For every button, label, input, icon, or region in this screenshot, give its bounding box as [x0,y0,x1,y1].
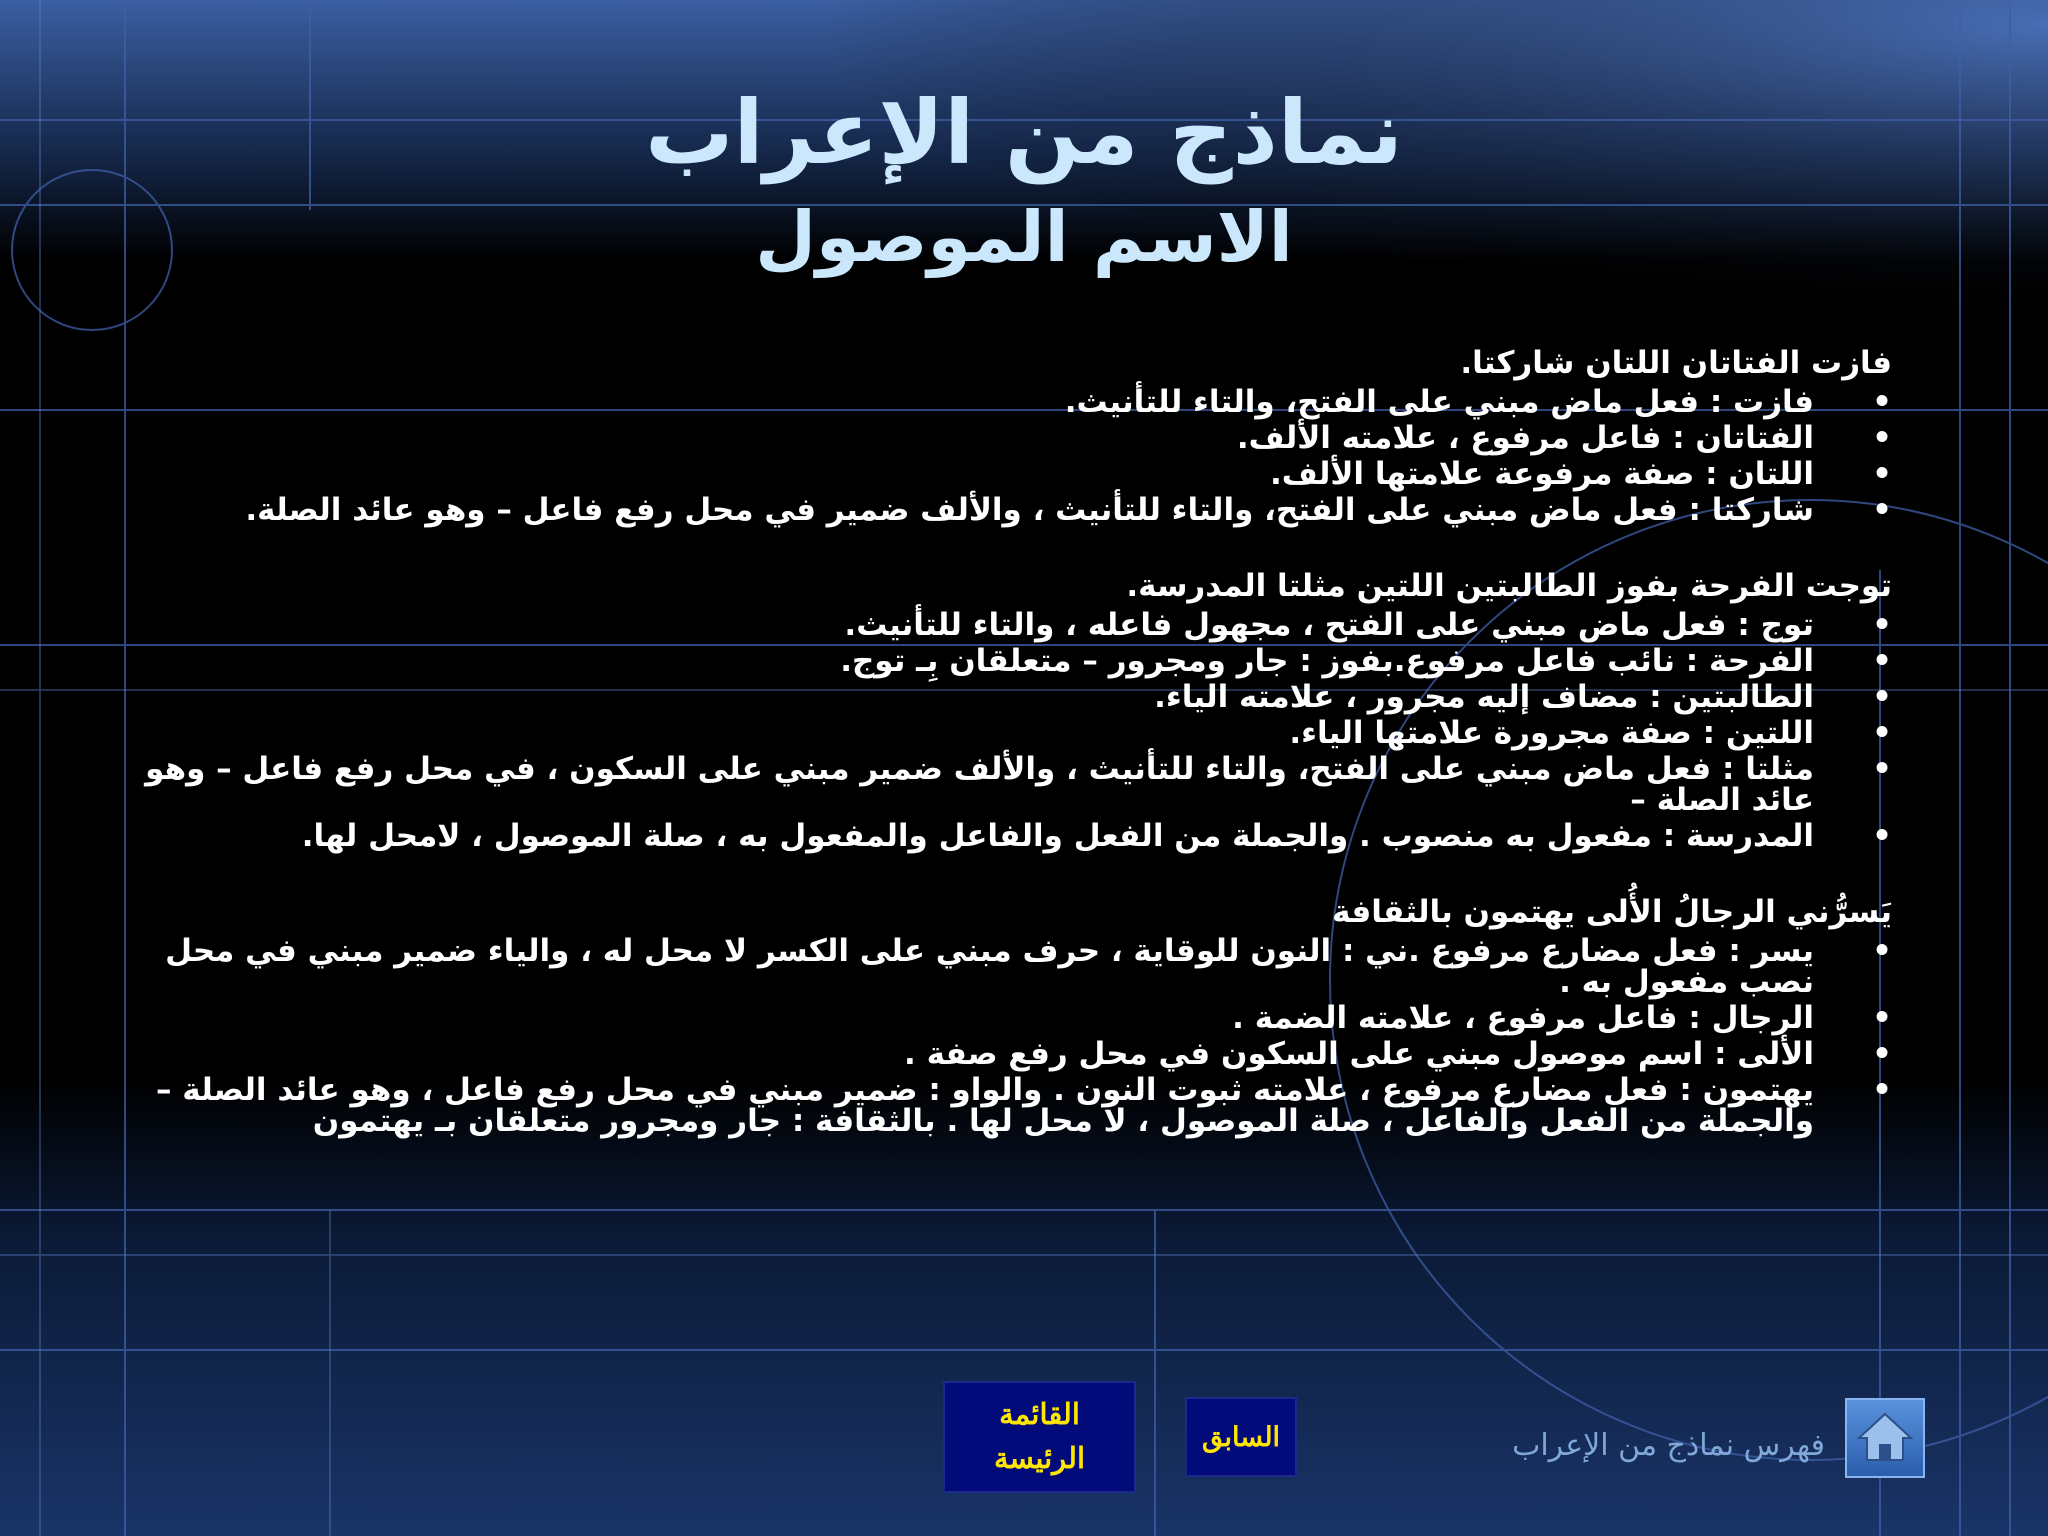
list-item: • توج : فعل ماض مبني على الفتح ، مجهول فاعله ، والتاء للتأنيث. [140,610,1892,641]
list-item: • الفتاتان : فاعل مرفوع ، علامته الألف. [140,423,1892,454]
list-item: • الرجال : فاعل مرفوع ، علامته الضمة . [140,1003,1892,1034]
list-item: • اللتان : صفة مرفوعة علامتها الألف. [140,459,1892,490]
list-item: • يسر : فعل مضارع مرفوع .ني : النون للوقاية ، حرف مبني على الكسر لا محل له ، والياء ضمير مبني في محل نصب مفعول به . [140,936,1892,998]
page-subtitle: الاسم الموصول [755,196,1293,278]
list-item: • فازت : فعل ماض مبني على الفتح، والتاء للتأنيث. [140,387,1892,418]
main-menu-label [994,1393,1085,1481]
list-item: • اللتين : صفة مجرورة علامتها الياء. [140,718,1892,749]
list-item: • يهتمون : فعل مضارع مرفوع ، علامته ثبوت النون . والواو : ضمير مبني في محل رفع فاعل ، وهو عائد الصلة – والجملة من الفعل والفاعل ، صلة الموصول ، لا محل لها . بالثقافة : جار ومجرور متعلقان بـ يهتمون [140,1075,1892,1137]
previous-button[interactable]: السابق [1185,1397,1297,1477]
parsing-list [140,384,1892,528]
parsing-list [140,933,1892,1139]
section-1 [140,345,1892,526]
example-sentence: يَسرُّني الرجالُ الأُلى يهتمون بالثقافة [1332,894,1892,930]
list-item: • شاركتا : فعل ماض مبني على الفتح، والتاء للتأنيث ، والألف ضمير في محل رفع فاعل – وهو عائد الصلة. [140,495,1892,526]
page-title: نماذج من الإعراب [645,81,1403,184]
main-menu-line2: الرئيسة [993,1443,1086,1475]
index-link[interactable]: فهرس نماذج من الإعراب [1512,1428,1825,1463]
list-item: • الطالبتين : مضاف إليه مجرور ، علامته الياء. [140,682,1892,713]
list-item: • المدرسة : مفعول به منصوب . والجملة من الفعل والفاعل والمفعول به ، صلة الموصول ، لامحل لها. [140,821,1892,852]
main-menu-line1: القائمة [999,1399,1080,1431]
home-button[interactable] [1845,1398,1925,1478]
section-2 [140,568,1892,852]
list-item: • مثلتا : فعل ماض مبني على الفتح، والتاء للتأنيث ، والألف ضمير مبني على السكون ، في محل رفع فاعل – وهو عائد الصلة – [140,754,1892,816]
main-menu-button[interactable] [943,1381,1136,1493]
example-sentence: فازت الفتاتان اللتان شاركتا. [1460,345,1892,381]
parsing-list [140,607,1892,854]
home-icon [1845,1398,1925,1478]
content-body [140,345,1892,1179]
example-sentence: توجت الفرحة بفوز الطالبتين اللتين مثلتا المدرسة. [1126,568,1892,604]
section-3 [140,894,1892,1137]
list-item: • الفرحة : نائب فاعل مرفوع.بفوز : جار ومجرور – متعلقان بِـ توج. [140,646,1892,677]
list-item: • الألى : اسم موصول مبني على السكون في محل رفع صفة . [140,1039,1892,1070]
